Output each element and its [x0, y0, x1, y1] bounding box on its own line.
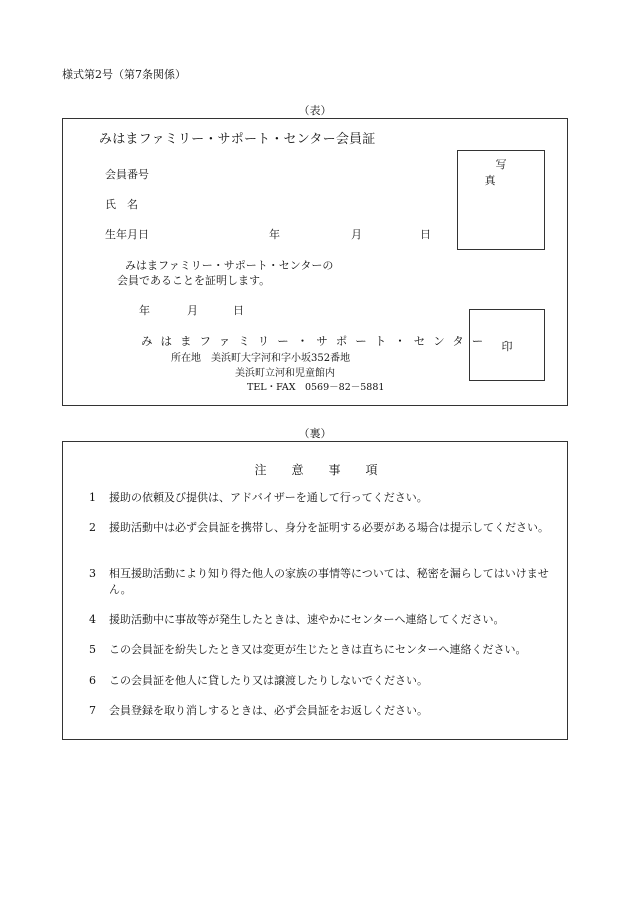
birth-year-label: 年: [269, 228, 280, 241]
member-number-label: 会員番号: [105, 168, 149, 181]
facility-line: 美浜町立河和児童館内: [235, 368, 335, 379]
issue-day-label: 日: [233, 304, 244, 317]
note-number: 5: [89, 643, 96, 656]
certification-line-1: みはまファミリー・サポート・センターの: [125, 259, 334, 272]
note-text: 援助活動中に事故等が発生したときは、速やかにセンターへ連絡してください。: [109, 613, 505, 626]
member-card-back: [62, 441, 568, 740]
note-text: この会員証を他人に貸したり又は譲渡したりしないでください。: [109, 674, 428, 687]
note-number: 2: [89, 521, 96, 534]
note-number: 1: [89, 491, 96, 504]
note-item: [89, 566, 564, 598]
note-text: この会員証を紛失したとき又は変更が生じたときは直ちにセンターへ連絡ください。: [109, 643, 527, 656]
note-text: 相互援助活動により知り得た他人の家族の事情等については、秘密を漏らしてはいけません。: [109, 567, 549, 596]
name-label: 氏 名: [105, 198, 138, 211]
issue-year-label: 年: [139, 304, 150, 317]
birthdate-label: 生年月日: [105, 228, 149, 241]
certification-line-2: 会員であることを証明します。: [117, 274, 271, 287]
organization-name: みはまファミリー・サポート・センター: [141, 334, 492, 348]
seal-label: 印: [501, 340, 513, 353]
card-title: みはまファミリー・サポート・センター会員証: [99, 132, 376, 147]
member-card-front: [62, 118, 568, 406]
note-number: 7: [89, 704, 96, 717]
note-item: [89, 703, 564, 719]
photo-label: 写真: [484, 158, 529, 187]
phone-fax-line: TEL・FAX 0569－82－5881: [247, 382, 385, 393]
note-item: [89, 642, 564, 658]
note-number: 4: [89, 613, 96, 626]
birth-day-label: 日: [420, 228, 431, 241]
notes-title: 注意事項: [254, 463, 403, 477]
note-item: [89, 673, 564, 689]
note-text: 会員登録を取り消しするときは、必ず会員証をお返しください。: [109, 704, 428, 717]
seal-box: [469, 309, 545, 381]
note-number: 6: [89, 674, 96, 687]
back-side-label: （裏）: [298, 427, 332, 440]
note-number: 3: [89, 567, 96, 580]
address-line: 所在地 美浜町大字河和字小坂352番地: [171, 353, 351, 364]
form-number-label: 様式第2号（第7条関係）: [62, 68, 186, 81]
note-item: [89, 490, 564, 506]
note-text: 援助活動中は必ず会員証を携帯し、身分を証明する必要がある場合は提示してください。: [109, 521, 549, 534]
photo-box: [457, 150, 545, 250]
birth-month-label: 月: [351, 228, 362, 241]
note-text: 援助の依頼及び提供は、アドバイザーを通して行ってください。: [109, 491, 428, 504]
issue-month-label: 月: [187, 304, 198, 317]
note-item: [89, 520, 564, 536]
note-item: [89, 612, 564, 628]
front-side-label: （表）: [298, 104, 332, 117]
